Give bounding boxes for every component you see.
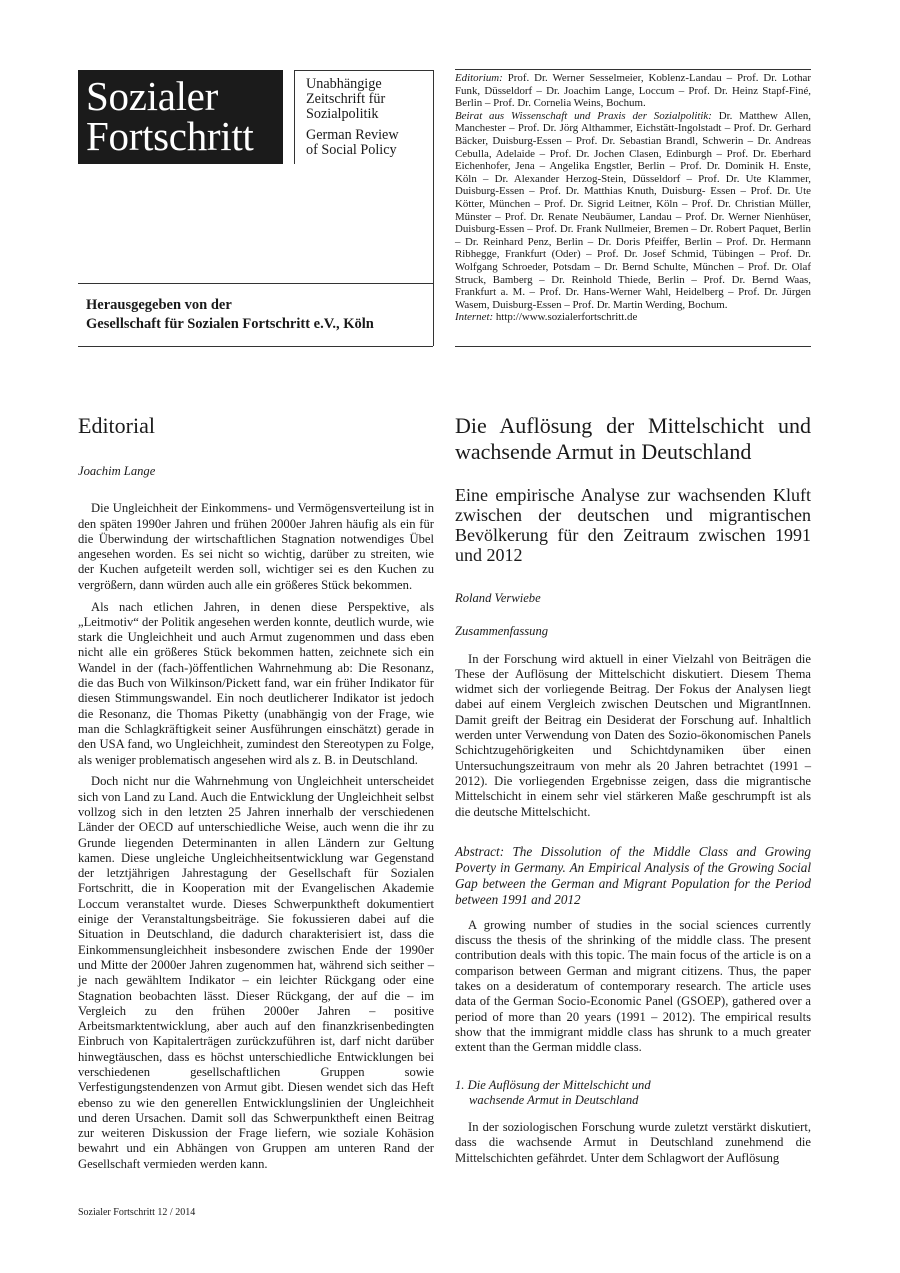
internet-link[interactable]: http://www.sozialerfortschritt.de (495, 311, 638, 324)
beirat-label: Beirat aus Wissenschaft und Praxis der Sozialpolitik: (455, 109, 712, 122)
editorial-paragraph: Doch nicht nur die Wahrnehmung von Ungleichheit unterscheidet sich von Land zu Land. Auch die Entwicklung der Ungleichheit selbst vollzog sich in den letzten 25 Jahren innerhalb der verschiedenen Länder der OECD auf unterschiedliche Weise, auch wenn die ihr zu Grunde liegenden Determinanten in allen Ländern zur Geltung kamen. Diese ungleiche Ungleichheitsentwicklung war Gegenstand der letztjährigen Jahrestagung der Gesellschaft für Sozialen Fortschritt, die in Kooperation mit der Evangelischen Akademie Loccum veranstaltet wurde. Dieses Schwerpunktheft dokumentiert einige der Veranstaltungsbeiträge. Sie fokussieren dabei auf die Situation in Deutschland, die dadurch charakterisiert ist, dass die Einkommensungleichheit insbesondere zwischen Ende der 1990er und Mitte der 2000er Jahren zugenommen hat, während sich seither – je nach gewähltem Indikator – ein leichter Rückgang oder eine Stagnation beobachten lässt. Dieser Rückgang, der auf die – im Vergleich zu den frühen 2000er Jahren – positive Arbeitsmarktentwicklung, aber auch auf den finanzkrisenbedingten Einbruch von Kapitalerträgen zurückzuführen ist, darf nicht darüber hinwegtäuschen, dass es höchst unterschiedliche Entwicklungen bei verschiedenen gesellschaftlichen Gruppen sowie Verfestigungstendenzen von Armut gibt. Diesen wendet sich das Heft ebenso zu wie den generellen Entwicklungslinien der Ungleichheit und deren Ursachen. Damit soll das Schwerpunktheft einen Beitrag zur weiteren Diskussion der Frage liefern, wie soziale Kohäsion bewahrt und ein Abhängen von Gruppen am unteren Rand der Gesellschaft vermieden werden kann. (78, 774, 434, 1171)
publisher-info (86, 296, 436, 334)
section-1-text: In der soziologischen Forschung wurde zuletzt verstärkt diskutiert, dass die wachsende Armut in Deutschland zunehmend die Mittelschichten gefährdet. Unter dem Schlagwort der Auflösung (455, 1120, 811, 1165)
top-rule-left (294, 70, 434, 71)
article-title: Die Auflösung der Mittelschicht und wachsende Armut in Deutschland (455, 413, 811, 464)
summary-text: In der Forschung wird aktuell in einer Vielzahl von Beiträgen die These der Auflösung der Mittelschicht diskutiert. Diesem Thema widmet sich der vorliegende Beitrag. Der Fokus der Analysen liegt dabei auf einem Vergleich zwischen Deutschen und MigrantInnen. Damit greift der Beitrag ein Desiderat der Forschung auf. Inhaltlich werden unter Verwendung von Daten des Sozio-ökonomischen Panels Schichtzugehörigkeiten und Schichtdynamiken über einen Untersuchungszeitraum von mehr als 20 Jahren betrachtet (1991 – 2012). Die vorliegenden Ergebnisse zeigen, dass die migrantische Mittelschicht in einem sehr viel stärkeren Maße geschrumpft ist als die deutsche Mittelschicht. (455, 651, 811, 819)
section-1-heading-line-1: 1. Die Auflösung der Mittelschicht und (455, 1077, 651, 1092)
article-column (455, 413, 811, 1173)
journal-logo (78, 70, 283, 164)
summary-heading: Zusammenfassung (455, 624, 549, 639)
section-1-heading-line-2: wachsende Armut in Deutschland (469, 1092, 639, 1107)
top-rule-right (455, 69, 811, 70)
abstract-title: Abstract: The Dissolution of the Middle Class and Growing Poverty in Germany. An Empirical Analysis of the Growing Social Gap between the German and Migrant Population for the Period between 1991 and 2012 (455, 843, 811, 907)
publisher-rule-top (78, 283, 433, 284)
tagline-en-line-2: of Social Policy (306, 142, 397, 158)
logo-line-2: Fortschritt (86, 113, 254, 159)
publisher-line-1: Herausgegeben von der (86, 297, 232, 313)
logo-line-1: Sozialer (86, 73, 218, 119)
editorium-text: Prof. Dr. Werner Sesselmeier, Koblenz-Landau – Prof. Dr. Lothar Funk, Düsseldorf – Dr. Joachim Lange, Loccum – Prof. Dr. Heinz Stapf-Finé, Berlin – Prof. Dr. Cornelia Weins, Bochum. (455, 72, 811, 110)
article-author: Roland Verwiebe (455, 591, 541, 605)
editorial-heading: Editorial (78, 413, 155, 438)
tagline-line-2: Zeitschrift für (306, 91, 386, 107)
editorium-label: Editorium: (455, 72, 503, 84)
beirat-text: Dr. Matthew Allen, Manchester – Prof. Dr. Jörg Althammer, Eichstätt-Ingolstadt – Prof. Dr. Gerhard Bäcker, Duisburg-Essen – Prof. Dr. Sebastian Brandl, Schwerin – Dr. Andreas Cebulla, Adelaide – Prof. Dr. Jochen Clasen, Edinburgh – Prof. Dr. Eberhard Eichenhofer, Jena – Angelika Engstler, Berlin – Prof. Dr. Dominik H. Enste, Köln – Dr. Alexander Herzog-Stein, Düsseldorf – Prof. Dr. Ute Klammer, Duisburg-Essen – Prof. Dr. Matthias Knuth, Duisburg- Essen – Prof. Dr. Ute Kötter, München – Prof. Dr. Sigrid Leitner, Köln – Prof. Dr. Christian Müller, Münster – Prof. Dr. Renate Neubäumer, Landau – Prof. Dr. Werner Nienhüser, Duisburg-Essen – Prof. Dr. Frank Nullmeier, Bremen – Dr. Robert Paquet, Berlin – Dr. Reinhard Penz, Berlin – Dr. Doris Pfeiffer, Berlin – Prof. Dr. Hermann Ribhegge, Frankfurt (Oder) – Prof. Dr. Josef Schmid, Tübingen – Prof. Dr. Wolfgang Schroeder, Potsdam – Dr. Bernd Schulte, München – Prof. Dr. Olaf Struck, Bamberg – Dr. Reinhold Thiede, Berlin – Prof. Dr. Bernd Waas, Frankfurt a. M. – Prof. Dr. Hans-Werner Wahl, Heidelberg – Prof. Dr. Jürgen Wasem, Duisburg-Essen – Prof. Dr. Martin Werding, Bochum. (455, 109, 811, 311)
board-rule-bottom (455, 346, 811, 347)
section-1-heading (455, 1078, 811, 1109)
editorial-paragraph: Als nach etlichen Jahren, in denen diese Perspektive, als „Leitmotiv“ der Politik angesehen werden konnte, deutlich wurde, wie stark die Ungleichheit und auch Armut zugenommen und dass eben nicht alle ein größeres Stück bekommen hatten, zeichnete sich ein Wandel in der (fach-)öffentlichen Wahrnehmung ab: Die Resonanz, die das Buch von Wilkinson/Pickett fand, war ein früher Indikator für diesen Stimmungswandel. Ein noch deutlicherer Indikator ist jedoch die Resonanz, die Thomas Piketty (unabhängig von der Frage, wie man die Schlagkräftigkeit seiner Ausführungen einschätzt) gerade in den USA fand, wo Ungleichheit, zumindest den Stereotypen zu Folge, als weniger problematisch angesehen wird als z. B. in Deutschland. (78, 599, 435, 767)
abstract-text: A growing number of studies in the social sciences currently discuss the thesis of the shrinking of the middle class. The present contribution deals with this topic. The main focus of the article is on a comparison between German and migrant citizens. Thus, the paper takes on a desideratum of contemporary research. The article uses data of the German Socio-Economic Panel (GSOEP), gathered over a period of more than 20 years (1991 – 2012). The empirical results show that the immigrant middle class has shrunk to a much greater extent than the German middle class. (455, 917, 811, 1055)
masthead-divider (294, 70, 295, 164)
editorial-author: Joachim Lange (78, 464, 156, 478)
editorial-paragraph: Die Ungleichheit der Einkommens- und Vermögensverteilung ist in den späten 1990er Jahren und frühen 2000er Jahren häufig als ein für die Überwindung der wirtschaftlichen Stagnation notwendiges Übel angesehen worden. Es sei nicht so wichtig, darüber zu streiten, wie der Kuchen aufgeteilt werden soll, wichtiger sei es den Kuchen zu vergrößern, dann würden auch alle ein größeres Stück bekommen. (78, 501, 434, 592)
article-subtitle: Eine empirische Analyse zur wachsenden Kluft zwischen der deutschen und migrantischen Bevölkerung für den Zeitraum zwischen 1991 und 2012 (455, 485, 811, 565)
tagline-en-line-1: German Review (306, 127, 399, 143)
tagline-line-3: Sozialpolitik (306, 106, 379, 122)
publisher-rule-bottom (78, 346, 433, 347)
editorial-board (455, 72, 811, 324)
publisher-line-2: Gesellschaft für Sozialen Fortschritt e.V., Köln (86, 316, 374, 332)
editorial-column (78, 413, 434, 1179)
tagline-line-1: Unabhängige (306, 76, 382, 92)
internet-label: Internet: (455, 311, 494, 324)
page-footer: Sozialer Fortschritt 12 / 2014 (78, 1207, 196, 1218)
journal-tagline (306, 77, 436, 158)
